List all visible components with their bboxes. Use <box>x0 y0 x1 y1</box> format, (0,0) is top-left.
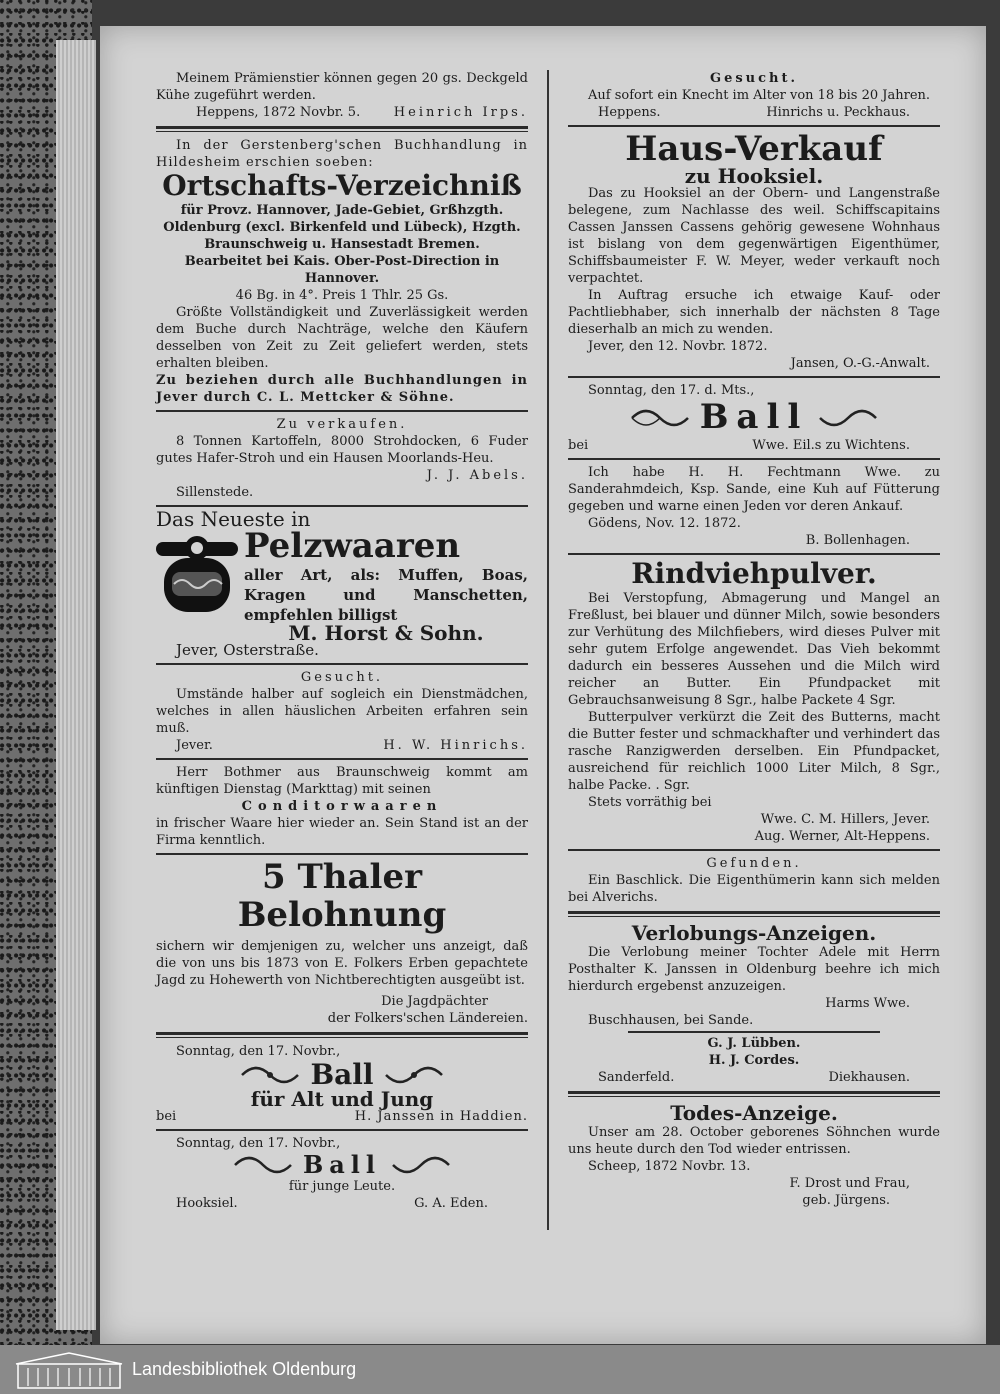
ad-title: Ball <box>699 397 809 438</box>
ornament-icon <box>818 407 878 429</box>
ad-text: 8 Tonnen Kartoffeln, 8000 Strohdocken, 6 Fuder gutes Hafer-Stroh und ein Hausen Moorlands-Heu. <box>156 433 528 466</box>
divider <box>568 376 940 378</box>
ad-ball-junge-leute <box>156 1135 528 1212</box>
ad-body: Größte Vollständigkeit und Zuverlässigkeit werden dem Buche durch Nachträge, welche den Käufern desselben von Zeit zu Zeit geliefert werden, stets erhalten bleiben. <box>156 304 528 371</box>
ad-text2: Butterpulver verkürzt die Zeit des Butterns, macht die Butter fester und schmackhafter und verhindert das rasche Ranzigwerden derselben. Ein Pfundpacket, ausreichend für reichlich 1000 Liter Milch, 8 Sgr., halbe Packe. . Sgr. <box>568 709 940 793</box>
ad-signature: Hinrichs u. Peckhaus. <box>766 105 910 120</box>
ad-text: Ich habe H. H. Fechtmann Wwe. zu Sanderahmdeich, Ksp. Sande, eine Kuh auf Fütterung gegeben und warne einen Jeden vor deren Ankauf. <box>568 464 940 514</box>
ad-date: Sonntag, den 17. Novbr., <box>176 1043 341 1059</box>
ad-stock: Stets vorräthig bei <box>588 794 712 810</box>
ad-name: G. J. Lübben. <box>707 1035 801 1051</box>
ad-host: H. Janssen in Haddien. <box>354 1108 528 1124</box>
ad-place: Heppens. <box>598 105 661 120</box>
library-name: Landesbibliothek Oldenburg <box>132 1359 357 1379</box>
ad-text: Umstände halber auf sogleich ein Dienstmädchen, welches in allen häuslichen Arbeiten erfahren sein muß. <box>156 687 528 737</box>
ad-signature: Heinrich Irps. <box>393 105 528 120</box>
ad-vendor: Wwe. C. M. Hillers, Jever. <box>760 811 930 827</box>
divider <box>156 853 528 855</box>
ornament-icon <box>233 1154 293 1176</box>
ad-verlobung <box>568 922 940 1086</box>
ad-vendor: Aug. Werner, Alt-Heppens. <box>754 828 930 844</box>
ad-place: Gödens, Nov. 12. 1872. <box>588 515 741 531</box>
ad-text: sichern wir demjenigen zu, welcher uns anzeigt, daß die von uns bis 1873 von E. Folkers Erben gepachtete Jagd zu Hohewerth von Nichtberechtigten ausgeübt ist. <box>156 938 528 988</box>
divider <box>628 1031 880 1033</box>
ad-place: Sanderfeld. <box>598 1069 675 1085</box>
ad-conditorwaaren <box>156 764 528 849</box>
ad-price: 46 Bg. in 4°. Preis 1 Thlr. 25 Gs. <box>235 287 449 303</box>
ad-belohnung <box>156 859 528 1027</box>
ad-signature2: geb. Jürgens. <box>802 1192 890 1208</box>
ad-gesucht-dienstmaedchen <box>156 669 528 754</box>
ad-title: Rindviehpulver. <box>631 556 877 590</box>
ad-title: Ortschafts-Verzeichniß <box>162 169 522 202</box>
ad-zu-verkaufen <box>156 416 528 501</box>
column-divider <box>547 70 549 1230</box>
ad-intro: In der Gerstenberg'schen Buchhandlung in Hildesheim erschien soeben: <box>156 138 528 170</box>
ad-title: Ball <box>310 1057 374 1091</box>
ad-title: Todes-Anzeige. <box>670 1100 838 1125</box>
ad-place: Jever. <box>176 738 213 754</box>
ad-subtitle: für Alt und Jung <box>250 1086 434 1111</box>
ad-signature: B. Bollenhagen. <box>805 532 910 548</box>
ad-text: Auf sofort ein Knecht im Alter von 18 bis 20 Jahren. <box>588 88 931 103</box>
ad-place: Hooksiel. <box>176 1196 238 1212</box>
ad-heading: Gesucht. <box>300 670 384 686</box>
divider <box>568 553 940 555</box>
ad-text: aller Art, als: Muffen, Boas, Kragen und Manschetten, empfehlen billigst <box>244 566 528 625</box>
divider <box>156 126 528 132</box>
ad-text2: in frischer Waare hier wieder an. Sein Stand ist an der Firma kenntlich. <box>156 816 528 849</box>
fur-muff-illustration <box>156 528 238 616</box>
library-footer <box>0 1345 1000 1394</box>
ad-text: Die Verlobung meiner Tochter Adele mit Herrn Posthalter K. Janssen in Oldenburg beehre ich mich hierdurch ergebenst anzuzeigen. <box>568 944 940 994</box>
ad-subtitle: für junge Leute. <box>288 1179 396 1195</box>
ad-signature2: der Folkers'schen Ländereien. <box>327 1010 528 1026</box>
ad-place: Jever, den 12. Novbr. 1872. <box>588 339 768 355</box>
ad-text2: In Auftrag ersuche ich etwaige Kauf- oder Pachtliebhaber, sich innerhalb der nächsten 8 Tage dieserhalb an mich zu wenden. <box>568 288 940 338</box>
ad-title: Pelzwaaren <box>244 525 461 566</box>
ad-praemienstier <box>156 70 528 121</box>
divider <box>568 125 940 127</box>
divider <box>156 1129 528 1131</box>
ad-text: Ein Baschlick. Die Eigenthümerin kann sich melden bei Alverichs. <box>568 872 940 905</box>
ad-todes-anzeige <box>568 1102 940 1209</box>
ornament-icon <box>240 1064 300 1086</box>
ad-title: Ball <box>302 1149 382 1179</box>
ad-ortschafts-verzeichnis <box>156 137 528 406</box>
ad-ball-alt-und-jung <box>156 1043 528 1125</box>
ad-desc: für Provz. Hannover, Jade-Gebiet, Grßhzgth. Oldenburg (excl. Birkenfeld und Lübeck), Hzgth. Braunschweig u. Hansestadt Bremen. <box>163 202 521 252</box>
divider <box>156 410 528 412</box>
divider <box>156 758 528 760</box>
ad-bei: bei <box>156 1108 177 1124</box>
ad-host: G. A. Eden. <box>414 1196 488 1212</box>
divider <box>568 849 940 851</box>
ad-signature: F. Drost und Frau, <box>789 1175 910 1191</box>
ad-text: Herr Bothmer aus Braunschweig kommt am künftigen Dienstag (Markttag) mit seinen <box>156 765 528 798</box>
ornament-icon <box>391 1154 451 1176</box>
ad-text: Unser am 28. October geborenes Söhnchen wurde uns heute durch den Tod wieder entrissen. <box>568 1124 940 1157</box>
ad-title: Haus-Verkauf <box>625 129 883 169</box>
divider <box>156 663 528 665</box>
ad-text: Meinem Prämienstier können gegen 20 gs. Deckgeld Kühe zugeführt werden. <box>156 71 528 103</box>
ad-date: Sonntag, den 17. Novbr., <box>176 1135 341 1151</box>
ad-title: Verlobungs-Anzeigen. <box>631 920 877 945</box>
ad-gesucht-knecht <box>568 70 940 121</box>
ad-bei: bei <box>568 437 589 453</box>
ad-pelzwaaren <box>156 506 528 660</box>
ornament-icon <box>630 407 690 429</box>
book-edge <box>0 0 92 1345</box>
left-column <box>156 70 528 1212</box>
ad-firm: M. Horst & Sohn. <box>288 621 484 646</box>
ad-place: Jever, Osterstraße. <box>176 641 319 660</box>
ad-signature: Harms Wwe. <box>825 995 910 1011</box>
divider <box>568 911 940 917</box>
ad-heading: Zu verkaufen. <box>276 416 408 432</box>
ad-gefunden <box>568 855 940 906</box>
ad-rindviehpulver <box>568 556 940 845</box>
ad-heading: Gesucht. <box>709 71 799 86</box>
ad-date: Sonntag, den 17. d. Mts., <box>588 383 755 399</box>
ornament-icon <box>384 1064 444 1086</box>
ad-signature: Jansen, O.-G.-Anwalt. <box>790 356 930 372</box>
ad-ball-wichtens <box>568 382 940 453</box>
library-building-icon <box>14 1350 124 1390</box>
divider <box>156 1032 528 1038</box>
ad-title: 5 Thaler Belohnung <box>237 857 447 935</box>
divider <box>568 458 940 460</box>
ad-signature: H. W. Hinrichs. <box>383 738 528 754</box>
ad-text: Bei Verstopfung, Abmagerung und Mangel an Freßlust, bei blauer und dünner Milch, sowie besonders zur Verhütung des Milchfiebers, wird dieses Pulver mit sehr gutem Erfolge angewendet. Das Vieh bekommt dadurch ein besseres Aussehen und die Milch wird reicher an Butter. Ein Pfundpacket mit Gebrauchsanweisung 8 Sgr., halbe Packete 4 Sgr. <box>568 590 940 708</box>
ad-text: Das zu Hooksiel an der Obern- und Langenstraße belegene, zum Nachlasse des weil. Schiffscapitains Cassen Janssen Cassens gehörig gewesene Wohnhaus ist bislang von dem gegenwärtigen Eigenthümer, Schiffsbaumeister F. W. Meyer, weder verkauft noch verpachtet. <box>568 186 940 287</box>
ad-name: H. J. Cordes. <box>708 1052 800 1068</box>
ad-haus-verkauf <box>568 131 940 372</box>
ad-host: Wwe. Eil.s zu Wichtens. <box>752 437 910 453</box>
ad-subtitle: zu Hooksiel. <box>684 164 824 189</box>
ad-place: Heppens, 1872 Novbr. 5. <box>196 105 361 120</box>
ad-place: Diekhausen. <box>828 1069 910 1085</box>
ad-signature: Die Jagdpächter <box>381 993 488 1009</box>
ad-source: Zu beziehen durch alle Buchhandlungen in Jever durch C. L. Mettcker & Söhne. <box>156 372 528 405</box>
ad-place: Scheep, 1872 Novbr. 13. <box>588 1158 751 1174</box>
ad-desc2: Bearbeitet bei Kais. Ober-Post-Direction in Hannover. <box>184 253 500 286</box>
ad-place: Sillenstede. <box>176 484 254 500</box>
ad-heading: Gefunden. <box>706 855 802 871</box>
ad-line: Das Neueste in <box>156 506 311 531</box>
right-column <box>568 70 940 1209</box>
ad-kuh-warnung <box>568 464 940 549</box>
divider <box>568 1091 940 1097</box>
ad-place: Buschhausen, bei Sande. <box>588 1012 754 1028</box>
ad-signature: J. J. Abels. <box>426 467 528 483</box>
ad-keyword: Conditorwaaren <box>241 799 443 815</box>
